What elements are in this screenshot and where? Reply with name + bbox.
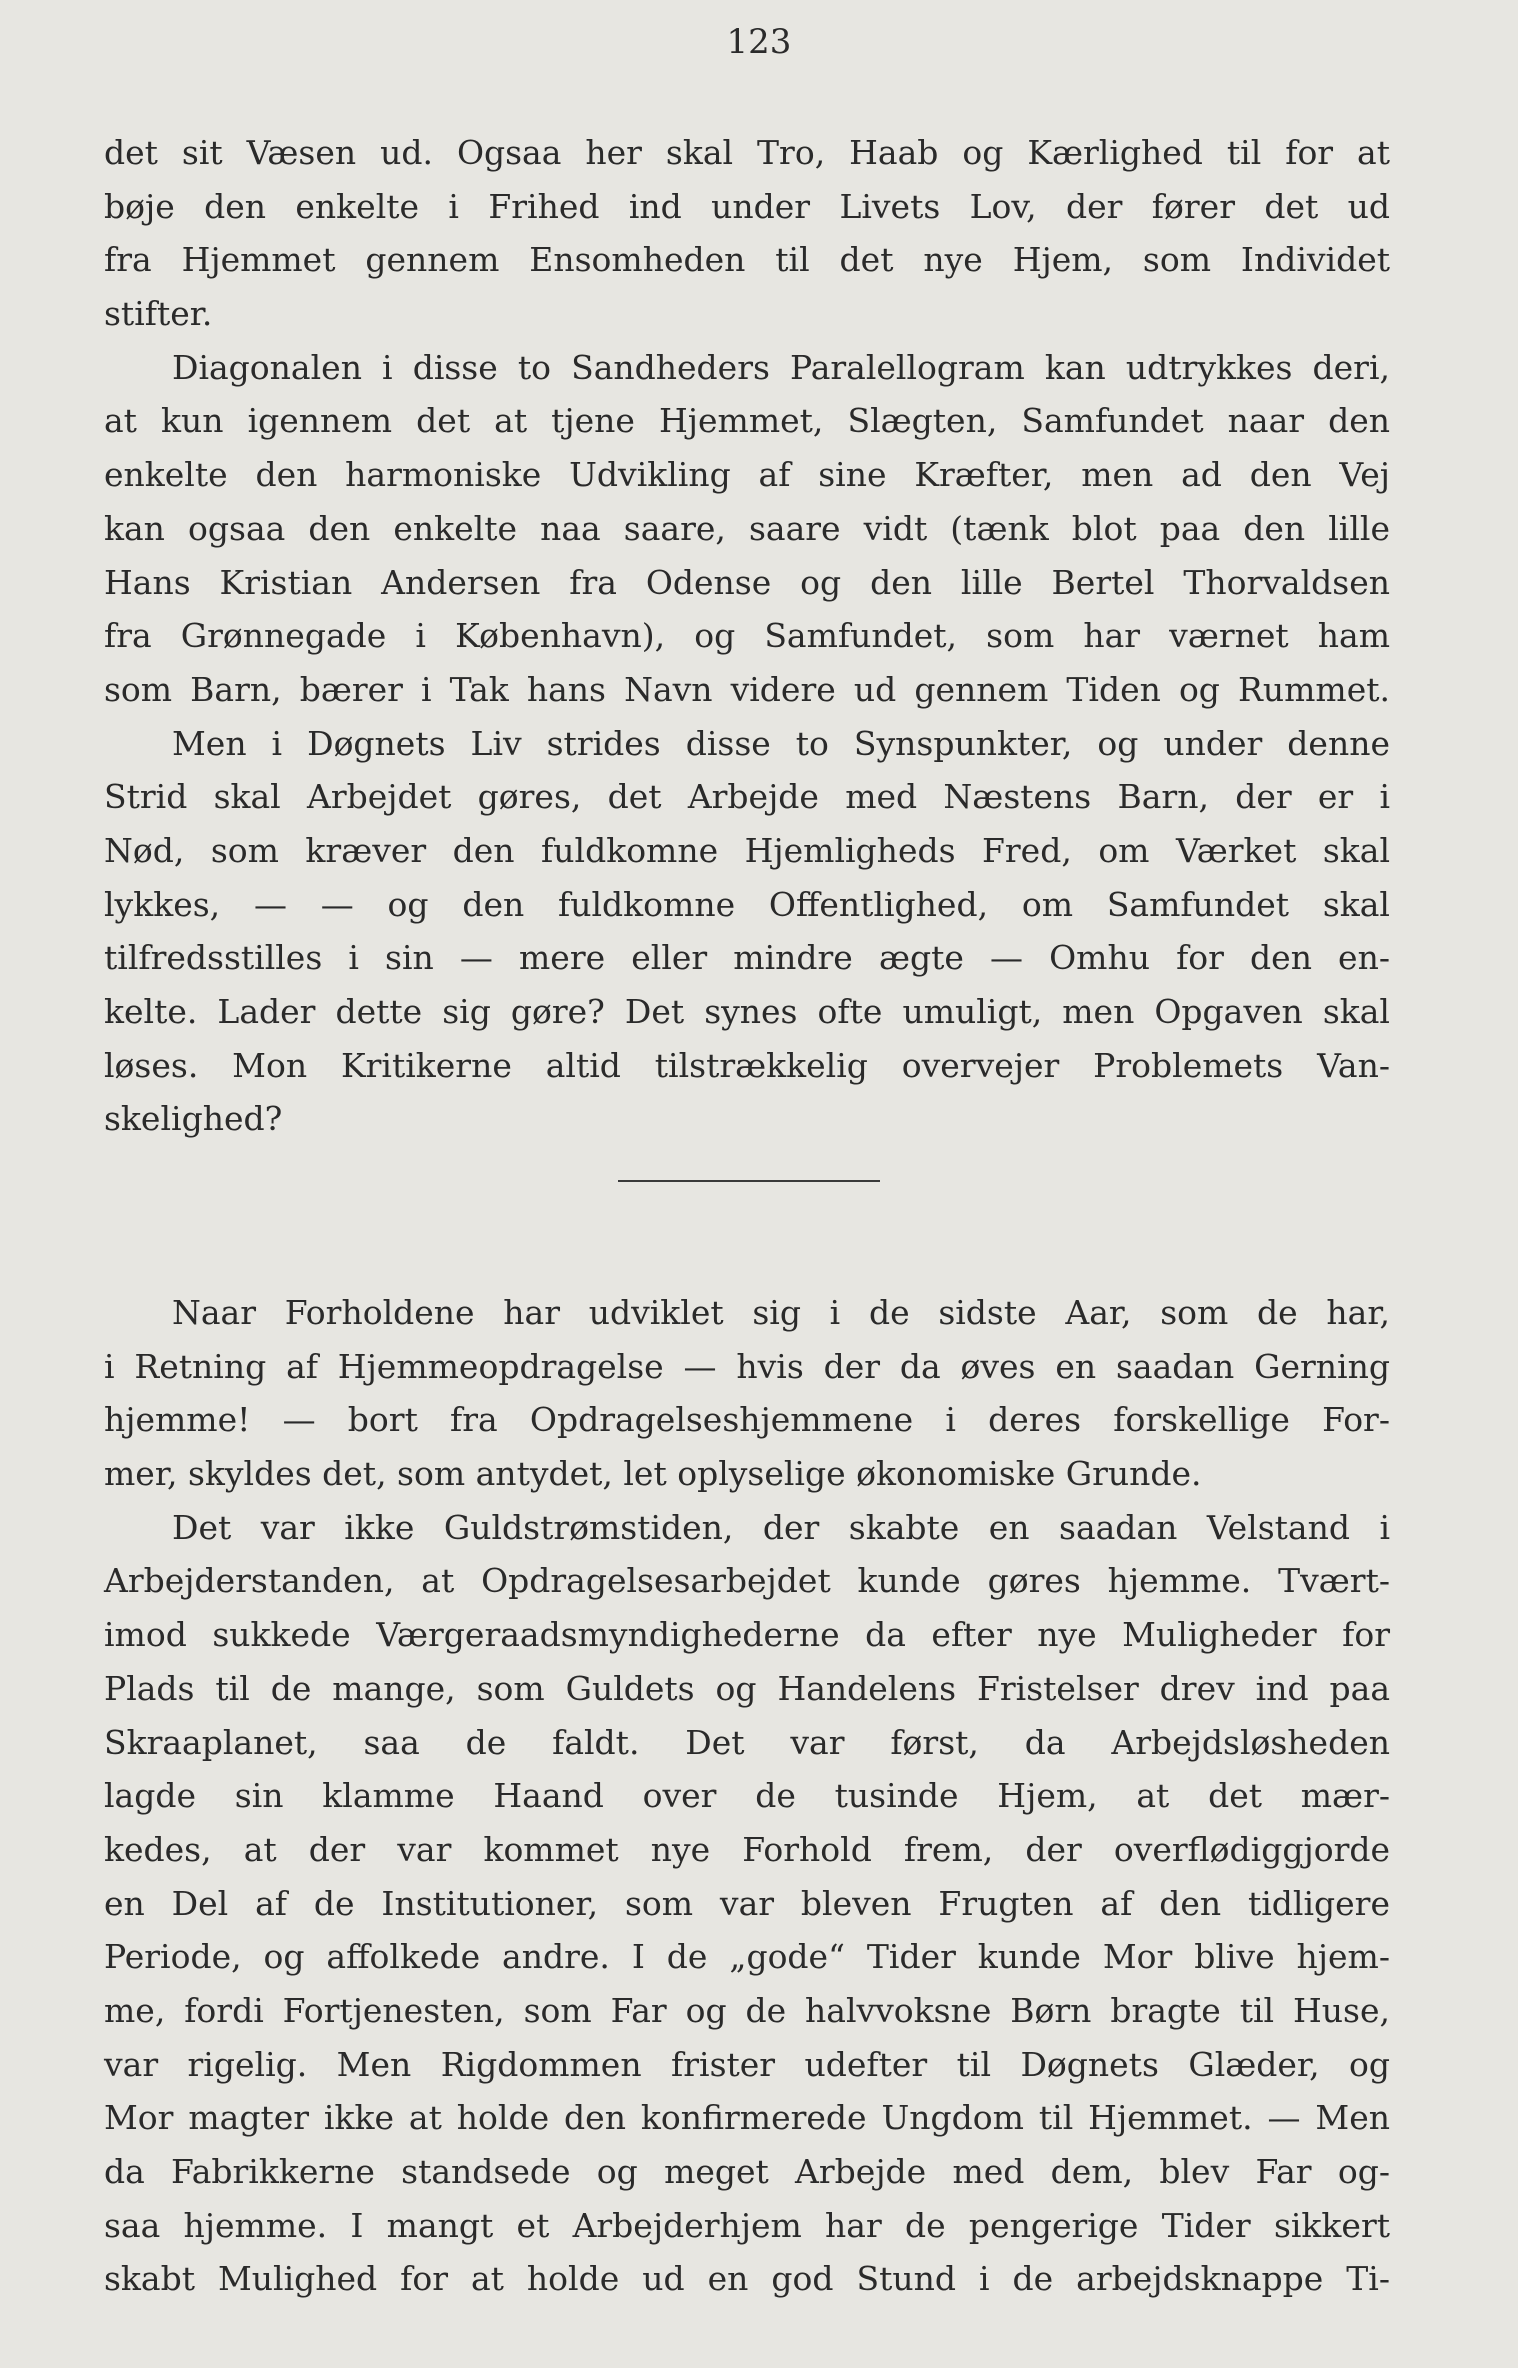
text-line: lykkes, — — og den fuldkomne Offentlighed, om Samfundet skal <box>104 884 1390 924</box>
text-line: som Barn, bærer i Tak hans Navn videre ud gennem Tiden og Rummet. <box>104 669 1390 709</box>
text-line: mer, skyldes det, som antydet, let oplyselige økonomiske Grunde. <box>104 1454 1202 1494</box>
text-line: løses. Mon Kritikerne altid tilstrækkelig overvejer Problemets Van- <box>104 1045 1390 1085</box>
text-section-2 <box>104 1286 1390 2306</box>
text-line: Periode, og affolkede andre. I de „gode“ Tider kunde Mor blive hjem- <box>104 1937 1390 1977</box>
paragraph <box>104 1501 1390 2306</box>
text-line: lagde sin klamme Haand over de tusinde Hjem, at det mær- <box>104 1776 1390 1816</box>
text-line: da Fabrikkerne standsede og meget Arbejde med dem, blev Far og- <box>104 2152 1390 2191</box>
text-line: hjemme! — bort fra Opdragelseshjemmene i deres forskellige For- <box>104 1400 1390 1440</box>
paragraph <box>104 126 1390 341</box>
text-line: skelighed? <box>104 1099 283 1139</box>
text-line: det sit Væsen ud. Ogsaa her skal Tro, Haab og Kærlighed til for at <box>104 133 1390 172</box>
text-line: Det var ikke Guldstrømstiden, der skabte en saadan Velstand i <box>172 1507 1390 1547</box>
text-line: fra Hjemmet gennem Ensomheden til det nye Hjem, som Individet <box>104 240 1390 280</box>
text-line: Diagonalen i disse to Sandheders Paralellogram kan udtrykkes deri, <box>172 347 1390 387</box>
paragraph <box>104 1286 1390 1501</box>
text-line: Strid skal Arbejdet gøres, det Arbejde med Næstens Barn, der er i <box>104 777 1390 817</box>
text-line: Nød, som kræver den fuldkomne Hjemligheds Fred, om Værket skal <box>104 830 1390 870</box>
text-line: Mor magter ikke at holde den konfirmerede Ungdom til Hjemmet. — Men <box>104 2098 1390 2138</box>
text-line: tilfredsstilles i sin — mere eller mindre ægte — Omhu for den en- <box>104 938 1390 978</box>
text-line: stifter. <box>104 294 213 334</box>
text-line: bøje den enkelte i Frihed ind under Livets Lov, der fører det ud <box>104 186 1390 226</box>
text-line: var rigelig. Men Rigdommen frister udefter til Døgnets Glæder, og <box>104 2044 1390 2084</box>
text-line: enkelte den harmoniske Udvikling af sine Kræfter, men ad den Vej <box>104 455 1390 495</box>
text-line: fra Grønnegade i København), og Samfundet, som har værnet ham <box>104 616 1390 656</box>
section-divider <box>618 1180 880 1182</box>
text-line: kelte. Lader dette sig gøre? Det synes ofte umuligt, men Opgaven skal <box>104 992 1390 1031</box>
page-number: 123 <box>726 22 792 62</box>
text-section-1 <box>104 126 1390 1146</box>
text-line: i Retning af Hjemmeopdragelse — hvis der da øves en saadan Gerning <box>104 1346 1390 1386</box>
text-line: saa hjemme. I mangt et Arbejderhjem har de pengerige Tider sikkert <box>104 2205 1390 2245</box>
text-line: Men i Døgnets Liv strides disse to Synspunkter, og under denne <box>172 723 1390 763</box>
paragraph <box>104 341 1390 717</box>
paragraph <box>104 717 1390 1147</box>
text-line: Naar Forholdene har udviklet sig i de sidste Aar, som de har, <box>172 1293 1390 1332</box>
text-line: imod sukkede Værgeraadsmyndighederne da efter nye Muligheder for <box>104 1615 1390 1655</box>
text-line: at kun igennem det at tjene Hjemmet, Slægten, Samfundet naar den <box>104 401 1390 441</box>
text-line: Plads til de mange, som Guldets og Handelens Fristelser drev ind paa <box>104 1668 1390 1708</box>
text-line: me, fordi Fortjenesten, som Far og de halvvoksne Børn bragte til Huse, <box>104 1990 1390 2030</box>
text-line: skabt Mulighed for at holde ud en god Stund i de arbejdsknappe Ti- <box>104 2259 1390 2299</box>
text-line: kedes, at der var kommet nye Forhold frem, der overflødiggjorde <box>104 1829 1390 1869</box>
text-line: Arbejderstanden, at Opdragelsesarbejdet kunde gøres hjemme. Tvært- <box>104 1561 1390 1601</box>
text-line: Skraaplanet, saa de faldt. Det var først, da Arbejdsløsheden <box>104 1722 1390 1762</box>
text-line: kan ogsaa den enkelte naa saare, saare vidt (tænk blot paa den lille <box>104 508 1390 548</box>
text-line: en Del af de Institutioner, som var bleven Frugten af den tidligere <box>104 1883 1390 1923</box>
text-line: Hans Kristian Andersen fra Odense og den lille Bertel Thorvaldsen <box>104 562 1390 602</box>
